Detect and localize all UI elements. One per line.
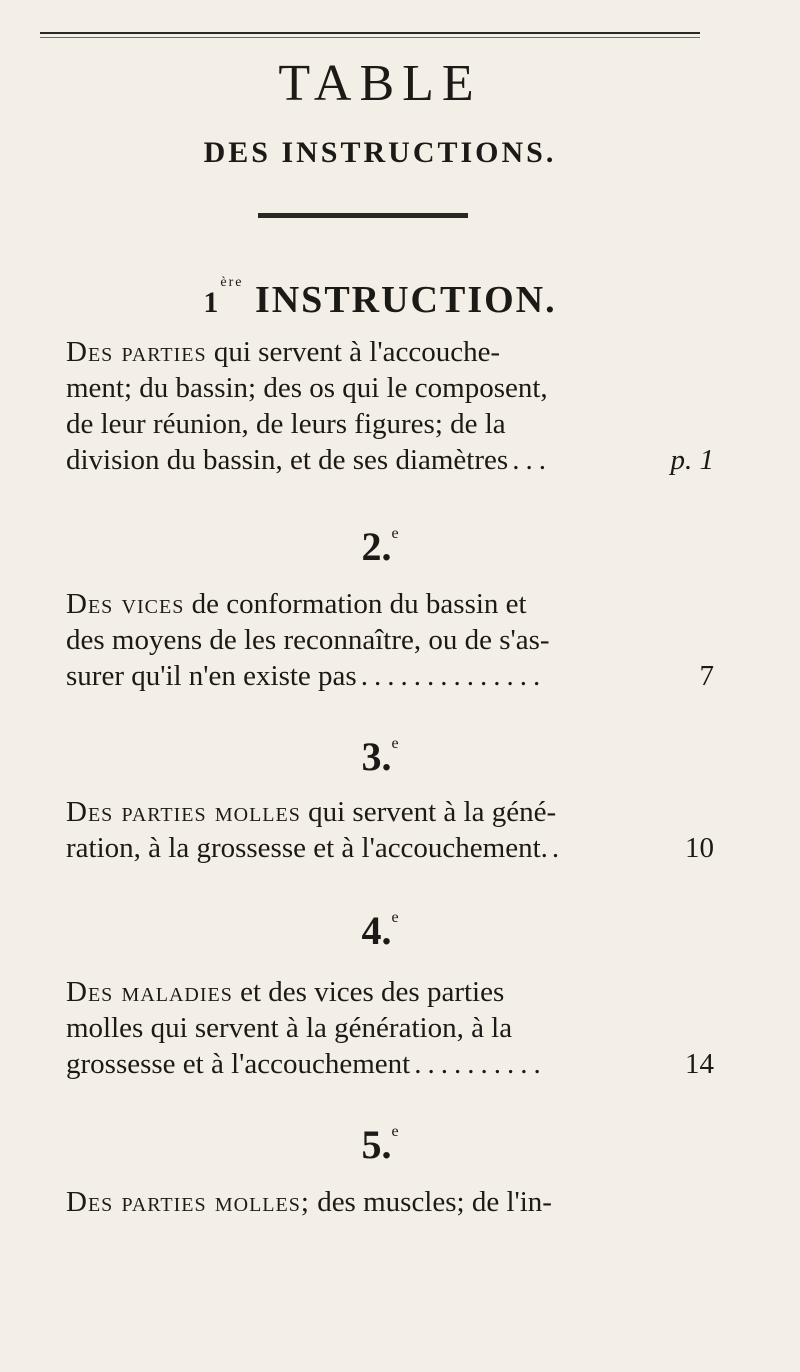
instruction-4-ordinal: e: [391, 909, 399, 926]
instruction-1-last-line: division du bassin, et de ses diamètres: [66, 444, 509, 476]
instruction-4-line-1: et des vices des parties: [240, 976, 505, 1008]
instruction-5-ordinal: e: [391, 1123, 399, 1140]
instruction-4-number: 4.: [361, 908, 392, 953]
instruction-5-last-line: des muscles; de l'in-: [317, 1186, 552, 1218]
instruction-5-entry: [66, 1184, 714, 1220]
instruction-5-lead: Des parties molles;: [66, 1186, 310, 1218]
instruction-2-number: 2.: [361, 524, 392, 569]
instruction-1-line-3: de leur réunion, de leurs figures; de la: [66, 408, 506, 440]
instruction-4-leader-dots: ..........: [414, 1048, 547, 1080]
instruction-1-line-1: qui servent à l'accouche-: [213, 336, 501, 368]
instruction-4-line-2: molles qui servent à la génération, à la: [66, 1012, 513, 1044]
instruction-1-leader-dots: ...: [512, 444, 552, 476]
instruction-1-ordinal: ère: [220, 275, 244, 290]
instruction-2-lead: Des vices: [66, 588, 185, 620]
instruction-3-line-1: qui servent à la géné-: [308, 796, 557, 828]
section-divider: [258, 213, 468, 218]
instruction-4-heading: [0, 910, 760, 951]
instruction-5-number: 5.: [361, 1122, 392, 1167]
instruction-1-line-2: ment; du bassin; des os qui le composent,: [66, 372, 548, 404]
instruction-3-last-line: ration, à la grossesse et à l'accouchement.: [66, 832, 548, 864]
instruction-3-lead: Des parties molles: [66, 796, 301, 828]
instruction-3-leader-dots: .: [551, 832, 566, 864]
instruction-3-ordinal: e: [391, 735, 399, 752]
instruction-5-heading: [0, 1124, 760, 1165]
page-subtitle: DES INSTRUCTIONS.: [203, 136, 557, 169]
instruction-3-entry: [66, 794, 714, 866]
instruction-1-heading: [0, 276, 760, 319]
instruction-3-number: 3.: [361, 734, 392, 779]
instruction-2-page: 7: [699, 660, 714, 692]
instruction-1-entry: [66, 334, 714, 478]
instruction-1-number: 1: [203, 286, 221, 319]
instruction-2-last-line: surer qu'il n'en existe pas: [66, 660, 357, 692]
instruction-4-last-line: grossesse et à l'accouchement: [66, 1048, 411, 1080]
instruction-1-lead: Des parties: [66, 336, 207, 368]
instruction-1-label: INSTRUCTION.: [254, 279, 557, 321]
instruction-4-entry: [66, 974, 714, 1082]
instruction-2-entry: [66, 586, 714, 694]
top-double-rule: [40, 32, 700, 34]
instruction-2-leader-dots: ..............: [360, 660, 547, 692]
instruction-2-line-2: des moyens de les reconnaître, ou de s'as-: [66, 624, 550, 656]
instruction-2-heading: [0, 526, 760, 567]
instruction-3-heading: [0, 736, 760, 777]
instruction-4-lead: Des maladies: [66, 976, 233, 1008]
instruction-3-page: 10: [685, 832, 714, 864]
instruction-4-page: 14: [685, 1048, 714, 1080]
instruction-1-page: p. 1: [670, 444, 714, 476]
instruction-2-ordinal: e: [391, 525, 399, 542]
page-title: TABLE: [278, 55, 482, 112]
top-double-rule-thin: [40, 37, 700, 38]
instruction-2-line-1: de conformation du bassin et: [191, 588, 527, 620]
